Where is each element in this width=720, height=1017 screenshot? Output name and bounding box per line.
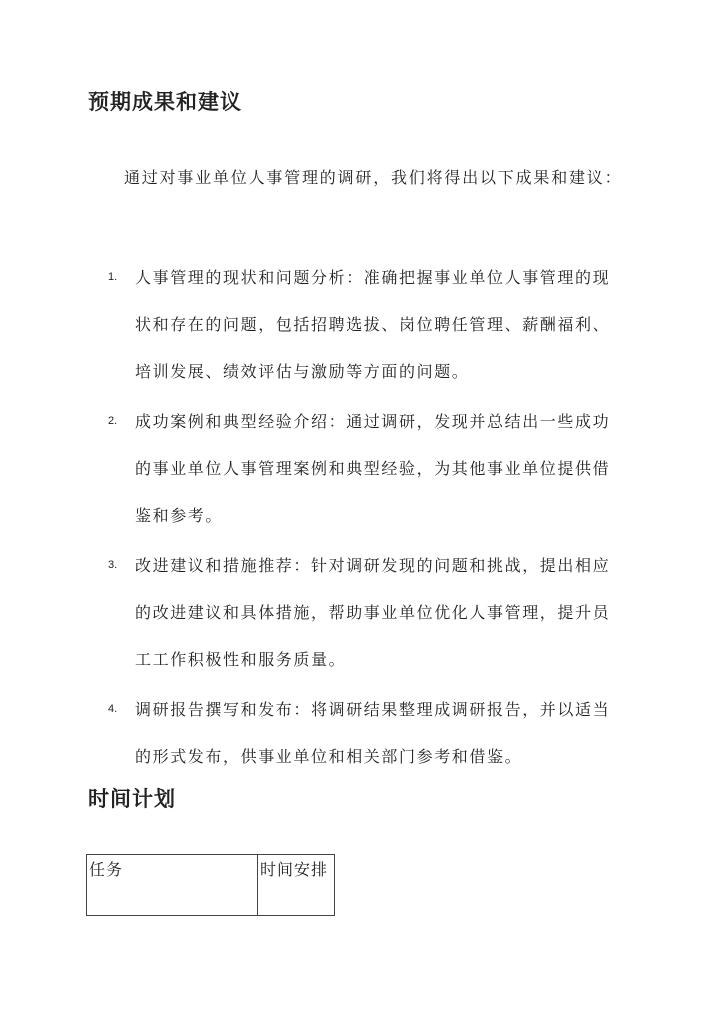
list-item-number: 1. xyxy=(108,271,118,283)
schedule-table xyxy=(86,854,335,916)
list-item-text: 调研报告撰写和发布：将调研结果整理成调研报告，并以适当的形式发布，供事业单位和相关部门参考和借鉴。 xyxy=(135,700,611,766)
list-item xyxy=(88,254,638,395)
table-header-task: 任务 xyxy=(87,855,258,916)
list-item-number: 4. xyxy=(108,703,118,715)
list-item xyxy=(88,398,638,539)
list-item-number: 3. xyxy=(108,559,118,571)
table-header-row xyxy=(87,855,335,916)
intro-paragraph: 通过对事业单位人事管理的调研，我们将得出以下成果和建议： xyxy=(124,168,623,187)
list-item-text: 成功案例和典型经验介绍：通过调研，发现并总结出一些成功的事业单位人事管理案例和典型经验，为其他事业单位提供借鉴和参考。 xyxy=(135,412,611,525)
section-title-outcomes: 预期成果和建议 xyxy=(88,89,242,114)
table-header-time: 时间安排 xyxy=(258,855,335,916)
outcomes-list xyxy=(88,254,638,780)
list-item xyxy=(88,542,638,683)
list-item-text: 改进建议和措施推荐：针对调研发现的问题和挑战，提出相应的改进建议和具体措施，帮助事业单位优化人事管理，提升员工工作积极性和服务质量。 xyxy=(135,556,611,669)
list-item-text: 人事管理的现状和问题分析：准确把握事业单位人事管理的现状和存在的问题，包括招聘选拔、岗位聘任管理、薪酬福利、培训发展、绩效评估与激励等方面的问题。 xyxy=(135,268,611,381)
section-title-schedule: 时间计划 xyxy=(88,786,176,811)
list-item xyxy=(88,686,638,780)
list-item-number: 2. xyxy=(108,415,118,427)
